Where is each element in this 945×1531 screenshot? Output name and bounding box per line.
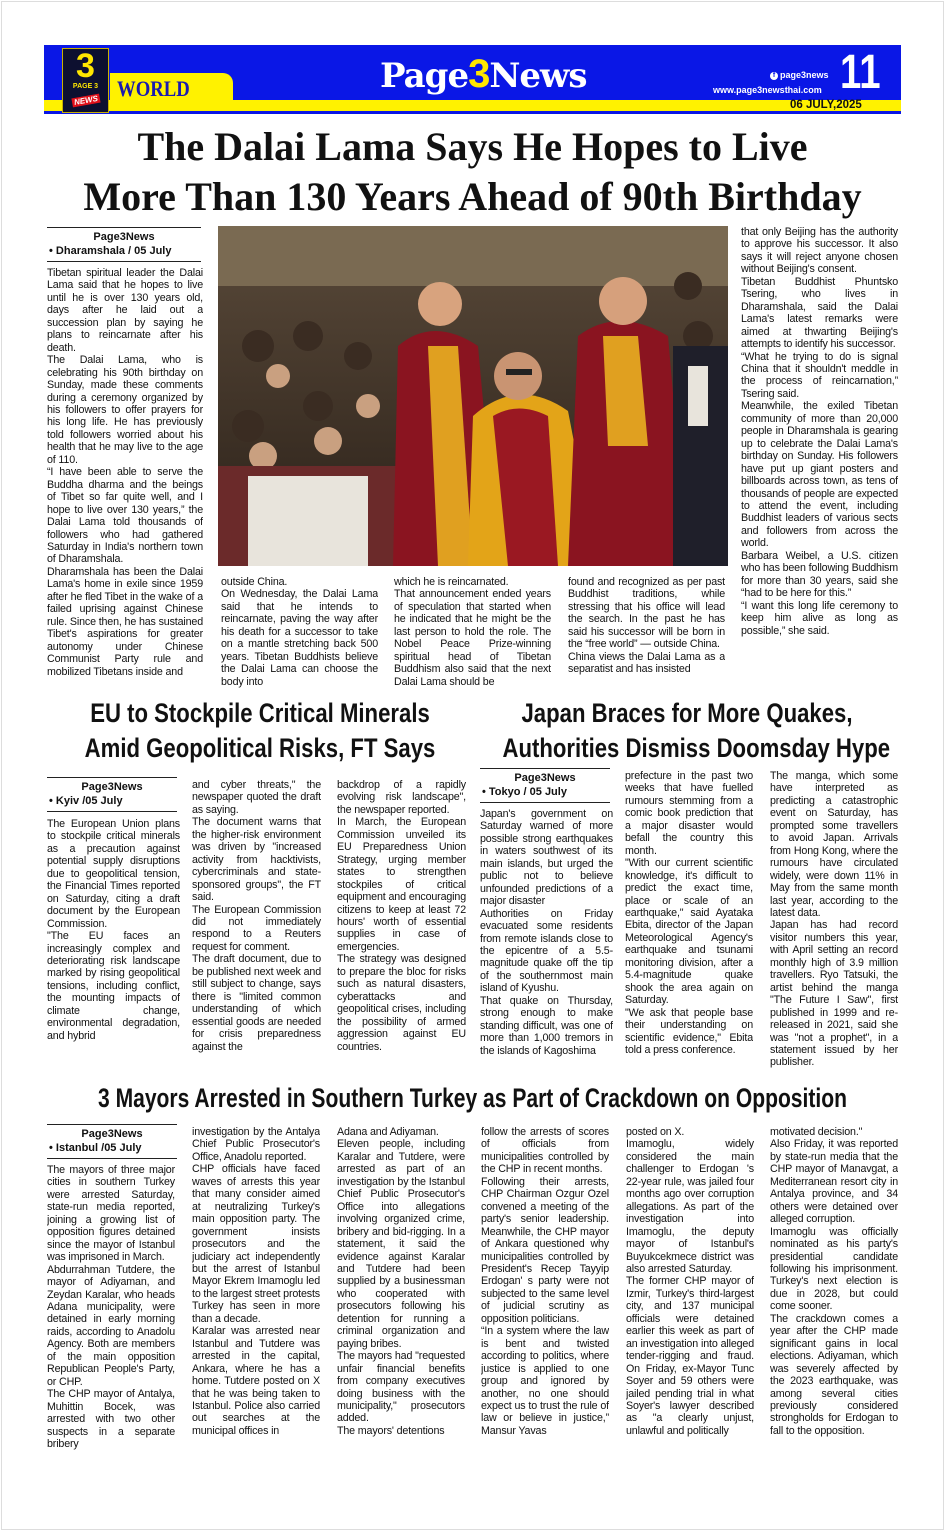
social-text: page3news — [780, 70, 829, 80]
masthead-title — [380, 52, 586, 97]
paragraph: Adana and Adiyaman. — [337, 1126, 439, 1138]
paragraph: investigation by the Antalya Chief Public Prosecutor's Office, Anadolu reported. — [192, 1126, 320, 1163]
paragraph: Abdurrahman Tutdere, the mayor of Adiyaman, and Zeydan Karalar, who heads Adana municipality, were detained in early morning raids, according to Anadolu Agency. Both are members of the main opposition Republican People's Party, or CHP. — [47, 1263, 175, 1388]
paragraph: that only Beijing has the authority to approve his successor. It also says it will reject anyone chosen without Beijing's consent. — [741, 226, 898, 276]
paragraph: prefecture in the past two weeks that have fuelled rumours stemming from a comic book prediction that a major disaster would befall the country this month. — [625, 770, 753, 857]
paragraph: CHP officials have faced waves of arrests this year that many consider aimed at neutralizing Turkey's main opposition party. The government insists prosecutors and the judiciary act independently but the arrest of Istanbul Mayor Ekrem Imamoglu led to the largest street protests Turkey has seen in more than a decade. — [192, 1163, 320, 1325]
headline-line-2: More Than 130 Years Ahead of 90th Birthday — [83, 174, 862, 219]
paragraph: The crackdown comes a year after the CHP made significant gains in local elections. Adiyaman, which was severely affected by the 2023 earthquake, was among several cities previously considered strongholds for Erdogan to fall to the opposition. — [770, 1312, 898, 1437]
paragraph: found and recognized as per past Buddhist traditions, while stressing that his office will lead the search. In the past he has said his successor will be born in the “free world” — outside China. — [568, 576, 725, 651]
dateline: • Istanbul /05 July — [49, 1142, 142, 1154]
source-label: Page3News — [514, 772, 576, 784]
paragraph: The document warns that the higher-risk environment was driven by "increased activity from hacktivists, cybercriminals and state-sponsored groups", the FT said. — [192, 816, 321, 904]
dalai-lama-ceremony-photo — [218, 226, 728, 566]
paragraph: China views the Dalai Lama as a separatist and has insisted — [568, 650, 725, 676]
paragraph: “I have been able to serve the Buddha dharma and the beings of Tibet so far quite well, and I hope to live over 130 years,” the Dalai Lama told thousands of followers who had gathered Saturday in India's northern town of Dharamshala. — [47, 466, 203, 566]
source-label: Page3News — [93, 231, 155, 243]
paragraph: The CHP mayor of Antalya, Muhittin Bocek, was arrested with two other suspects in a separate bribery — [47, 1388, 175, 1450]
paragraph: outside China. — [221, 576, 288, 588]
headline-eu-minerals — [71, 696, 448, 766]
paragraph: Also Friday, it was reported by state-run media that the CHP mayor of Manavgat, a Mediterranean resort city in Antalya province, and 34 others were detained over alleged corruption. — [770, 1138, 898, 1226]
paragraph: Japan's government on Saturday warned of more possible strong earthquakes in waters southwest of its main islands, but urged the public not to believe unfounded predictions of a major disaster — [480, 808, 613, 908]
article-column — [481, 1126, 609, 1466]
social-handle — [770, 70, 829, 80]
paragraph: The former CHP mayor of Izmir, Turkey's third-largest city, and 137 municipal officials were detained earlier this week as part of an investigation into alleged tender-rigging and fraud. On Friday, ex-Mayor Tunc Soyer and 59 others were jailed pending trial in what Soyer's lawyer described as "a clearly unjust, unlawful and politically — [626, 1275, 754, 1437]
paragraph: The Dalai Lama, who is celebrating his 90th birthday on Sunday, made these comments during a ceremony organized by his followers to offer prayers for his long life. He has previously told followers worried about his health that he may live to the age of 110. — [47, 354, 203, 466]
section-label: WORLD — [117, 76, 190, 101]
article-column — [337, 779, 466, 1070]
headline-line-1: Japan Braces for More Quakes, — [521, 698, 853, 728]
paragraph: Imamoglu was officially nominated as his party's presidential candidate following his imprisonment. Turkey's next election is due in 2028, but could come sooner. — [770, 1225, 898, 1313]
article-column — [625, 770, 753, 1070]
article-column — [47, 267, 203, 692]
article-column — [192, 779, 321, 1070]
article-column — [337, 1126, 465, 1466]
paragraph: The mayors of three major cities in southern Turkey were arrested Saturday, state-run media reported, joining a growing list of opposition figures detained since the mayor of Istanbul was imprisoned in March. — [47, 1164, 175, 1264]
paragraph: “What he trying to do is signal China that it shouldn't meddle in the process of reincarnation,” Tsering said. — [741, 350, 898, 400]
masthead-three: 3 — [468, 52, 490, 96]
paragraph: On Wednesday, the Dalai Lama said that he intends to reincarnate, paving the way after his death for a successor to take on a mantle stretching back 500 years. Tibetan Buddhists believe the Dalai Lama can choose the body into — [221, 588, 378, 688]
paragraph: and cyber threats," the newspaper quoted the draft as saying. — [192, 779, 321, 816]
paragraph: Eleven people, including Karalar and Tutdere, were arrested as part of an investigation by the Istanbul Chief Public Prosecutor's Office into allegations involving organized crime, bribery and bid-rigging. In a statement, it said the evidence against Karalar and Tutdere had been supplied by a businessman who cooperated with prosecutors following his detention for running a criminal organization and paying bribes. — [337, 1138, 465, 1350]
issue-date: 06 JULY,2025 — [790, 99, 862, 111]
paragraph: Barbara Weibel, a U.S. citizen who has been following Buddhism for more than 30 years, said she “had to be here for this.” — [741, 549, 898, 600]
paragraph: The European Commission did not immediately respond to a Reuters request for comment. — [192, 903, 321, 953]
paragraph: posted on X. — [626, 1126, 685, 1138]
masthead-pre: Page — [380, 56, 469, 96]
paragraph: The European Union plans to stockpile critical minerals as a precaution against potential supply disruptions due to geopolitical tension, the Financial Times reported on Saturday, citing a draft document by the European Commission. — [47, 818, 180, 930]
paragraph: In March, the European Commission unveiled its EU Preparedness Union Strategy, urging member states to strengthen stockpiles of critical equipment and encouraging citizens to keep at least 72 hours' worth of essential supplies in case of emergencies. — [337, 816, 466, 953]
dateline-box — [480, 768, 610, 803]
article-column — [770, 770, 898, 1070]
paragraph: Dharamshala has been the Dalai Lama's home in exile since 1959 after he fled Tibet in the wake of a failed uprising against Chinese rule. Since then, he has sustained Tibet's aspirations for greater autonomy under Chinese Communist Party rule and mobilized Tibetans inside and — [47, 565, 203, 678]
article-column — [47, 818, 180, 1070]
dateline-box — [47, 227, 201, 262]
dateline-box — [47, 777, 177, 812]
website-url: www.page3newsthai.com — [713, 85, 822, 95]
headline-japan-quakes — [502, 696, 891, 766]
paragraph: "With our current scientific knowledge, it's difficult to predict the exact time, place or scale of an earthquake," said Ayataka Ebita, director of the Japan Meteorological Agency's earthquake and tsunami monitoring division, after a 5.4-magnitude quake shook the area again on Saturday. — [625, 857, 753, 1007]
paragraph: The mayors had "requested unfair financial benefits from company executives doing business with the municipality," prosecutors added. — [337, 1350, 465, 1425]
logo-number: 3 — [76, 47, 95, 85]
dateline: • Dharamshala / 05 July — [49, 245, 172, 257]
article-column — [741, 226, 898, 691]
paragraph: Meanwhile, the exiled Tibetan community of more than 20,000 people in Dharamshala is gearing up to celebrate the Dalai Lama's birthday on Sunday. His followers have put up giant posters and billboards across town, as tens of thousands of people are expected to attend the event, including Buddhist leaders of various sects and followers from across the world. — [741, 400, 898, 550]
paragraph: "The EU faces an increasingly complex and deteriorating risk landscape marked by rising geopolitical tensions, including conflict, the mounting impacts of climate change, environmental degradation, and hybrid — [47, 930, 180, 1042]
paragraph: The manga, which some have interpreted as predicting a catastrophic event on Saturday, has prompted some travellers to avoid Japan. Arrivals from Hong Kong, where the rumours have circulated widely, were down 11% in May from the same month last year, according to the latest data. — [770, 770, 898, 919]
article-column — [192, 1126, 320, 1466]
page3-logo — [62, 48, 109, 113]
paragraph: “In a system where the law is bent and twisted according to politics, where justice is applied to one group and ignored by another, no one should expect us to trust the rule of law or believe in justice,” Mansur Yavas — [481, 1325, 609, 1437]
paragraph: Karalar was arrested near Istanbul and Tutdere was arrested in the capital, Ankara, where he has a home. Tutdere posted on X that he was being taken to Istanbul. Police also carried out searches at the municipal offices in — [192, 1325, 320, 1437]
logo-text: PAGE 3 — [72, 83, 99, 90]
paragraph: motivated decision." — [770, 1126, 863, 1138]
source-label: Page3News — [81, 781, 143, 793]
paragraph: Following their arrests, CHP Chairman Ozgur Ozel convened a meeting of the party's senior leadership. Meanwhile, the CHP mayor of Ankara questioned why municipalities controlled by President's Recep Tayyip Erdogan' s party were not subjected to the same level of judicial scrutiny as opposition politicians. — [481, 1175, 609, 1325]
dateline: • Tokyo / 05 July — [482, 786, 567, 798]
article-column — [626, 1126, 754, 1466]
paragraph: “I want this long life ceremony to keep him alive as long as possible,” she said. — [741, 599, 898, 637]
dateline-box — [47, 1124, 177, 1159]
headline-dalai-lama — [44, 122, 901, 222]
paragraph: The mayors' detentions — [337, 1424, 445, 1437]
masthead-bottom-line — [44, 111, 901, 114]
paragraph: Authorities on Friday evacuated some residents from remote islands close to the epicentre of a 5.5-magnitude quake off the tip of the southernmost main island of Kyushu. — [480, 907, 613, 995]
paragraph: which he is reincarnated. — [394, 576, 509, 588]
page-number: 11 — [840, 46, 881, 99]
article-column — [47, 1164, 175, 1466]
headline-turkey-mayors: 3 Mayors Arrested in Southern Turkey as Part of Crackdown on Opposition — [98, 1083, 847, 1113]
headline-line-1: The Dalai Lama Says He Hopes to Live — [137, 124, 808, 169]
source-label: Page3News — [81, 1128, 143, 1140]
paragraph: Imamoglu, widely considered the main challenger to Erdogan 's 22-year rule, was jailed four months ago over corruption allegations. As part of the investigation into Imamoglu, the deputy mayor of Istanbul's Buyukcekmece district was also arrested Saturday. — [626, 1138, 754, 1275]
headline-line-2: Amid Geopolitical Risks, FT Says — [84, 733, 436, 763]
article-column — [221, 576, 378, 691]
paragraph: The strategy was designed to prepare the bloc for risks such as natural disasters, cyberattacks and geopolitical crises, including the possibility of armed aggression against EU countries. — [337, 953, 466, 1053]
article-column — [568, 576, 725, 691]
paragraph: Tibetan Buddhist Phuntsko Tsering, who lives in Dharamshala, said the Dalai Lama's latest remarks were aimed at thwarting Beijing's attempts to identify his successor. — [741, 275, 898, 351]
paragraph: Tibetan spiritual leader the Dalai Lama said that he hopes to live until he is over 130 years old, days after he laid out a succession plan by saying he plans to reincarnate after his death. — [47, 267, 203, 354]
paragraph: backdrop of a rapidly evolving risk landscape", the newspaper reported. — [337, 779, 466, 816]
paragraph: "We ask that people base their understanding on scientific evidence," Ebita told a press conference. — [625, 1006, 753, 1056]
paragraph: That announcement ended years of speculation that started when he indicated that he might be the last person to hold the role. The Nobel Peace Prize-winning spiritual head of Tibetan Buddhism also said that the next Dalai Lama should be — [394, 588, 551, 688]
paragraph: Japan has had record visitor numbers this year, with April setting an record monthly high of 3.9 million travellers. Ryo Tatsuki, the artist behind the manga "The Future I Saw", first published in 1999 and re-released in 2021, said she was "not a prophet", in a statement issued by her publisher. — [770, 919, 898, 1069]
paragraph: That quake on Thursday, strong enough to make standing difficult, was one of more than 1,000 tremors in the islands of Kagoshima — [480, 994, 613, 1057]
article-column — [480, 808, 613, 1070]
masthead-post: News — [489, 56, 587, 96]
headline-line-1: EU to Stockpile Critical Minerals — [90, 698, 430, 728]
headline-line-2: Authorities Dismiss Doomsday Hype — [502, 733, 891, 763]
article-column — [394, 576, 551, 691]
logo-badge: NEWS — [72, 93, 99, 108]
facebook-icon: f — [770, 72, 778, 80]
paragraph: follow the arrests of scores of officials from municipalities controlled by the CHP in recent months. — [481, 1126, 609, 1176]
article-column — [770, 1126, 898, 1466]
dateline: • Kyiv /05 July — [49, 795, 123, 807]
paragraph: The draft document, due to be published next week and still subject to change, says there is "limited common understanding of which essential goods are needed for crisis preparedness against the — [192, 953, 321, 1053]
